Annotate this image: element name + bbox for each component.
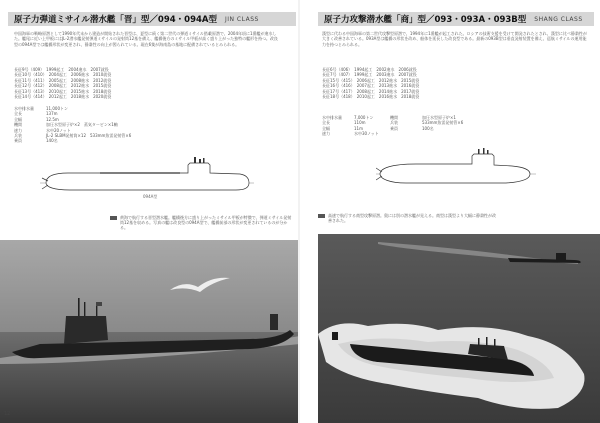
list-item: 長征16号（416） 2007起工 2013進水 2016就役 — [322, 83, 420, 89]
distant-submarine-sail — [556, 253, 566, 260]
photo-caption-shang: 高速で航行する商型攻撃原潜。奥には別の潜水艦が見える。商型は漢型より大幅に静粛性が改善された。 — [318, 213, 498, 223]
mast — [478, 338, 480, 346]
submarine-profile-drawing-shang — [376, 148, 536, 190]
mast — [486, 337, 488, 346]
spec-row: 乗員 100名 — [390, 125, 434, 131]
hull-outline — [380, 154, 530, 183]
rudder — [332, 332, 338, 340]
spec-table-shang-b — [390, 115, 530, 131]
class-name-jin: JIN CLASS — [224, 15, 259, 23]
mast — [203, 158, 205, 163]
list-item: 長征18号（418） 2010起工 2016進水 2018就役 — [322, 94, 420, 100]
spec-row: 兵装 JL-2 SLBM発射筒×12 533mm魚雷発射管×6 — [14, 133, 132, 139]
photo-shang-submarine — [318, 234, 600, 423]
spec-row: 速力 水中20ノット — [14, 127, 71, 133]
mast — [199, 159, 201, 163]
mast — [487, 150, 489, 154]
mast — [78, 298, 80, 316]
right-page — [300, 0, 600, 423]
hull-outline — [46, 163, 249, 190]
spec-row: 乗員 140名 — [14, 138, 58, 144]
spec-row: 全長 110m — [322, 120, 366, 126]
list-item: 長征17号（417） 2008起工 2014進水 2017就役 — [322, 88, 420, 94]
submarine-sail — [64, 316, 108, 344]
list-item: 長征11号（411） 2005起工 2008進水 2012就役 — [14, 77, 112, 83]
flag — [96, 302, 102, 306]
spec-row: 速力 水中30ノット — [322, 131, 379, 137]
mast — [494, 339, 496, 346]
page-number: 12 — [4, 411, 11, 417]
title-bar-jin — [8, 12, 296, 26]
list-item: 長征9号（409） 1999起工 2004進水 2007就役 — [14, 67, 109, 72]
class-name-shang: SHANG CLASS — [534, 15, 583, 23]
description-shang: 漢型に代わる中国海軍の第二世代攻撃型原潜で、1994年に1番艦が起工された。ロシアの技術支援を受けて開発されたとされ、漢型に比べ静粛性が大きく改善されている。093A型は艦橋の形状を改め、船体を延長した改良型である。最新の093B型は垂直発射装置を備え、巡航ミサイルの運用能力を持つとみられる。 — [322, 31, 587, 47]
rudder — [42, 185, 48, 189]
caption-marker — [318, 214, 325, 218]
caption-marker — [110, 216, 117, 220]
spec-row: 全幅 12.5m — [14, 116, 59, 122]
drawing-caption-jin: 094A型 — [143, 194, 158, 199]
ship-list-shang — [322, 67, 522, 99]
spec-row: 兵装 533mm魚雷発射管×6 — [390, 120, 464, 126]
spec-row: 水中排水量 7,000トン — [322, 115, 374, 120]
spec-row: 機関 加圧水型原子炉×1 — [390, 115, 456, 120]
photo-caption-jin: 黄海で航行する晋型潜水艦。艦橋後方に盛り上がったミサイル甲板が特徴で、弾道ミサイル発射筒12基を収める。写真の艦は改良型の094A型で、艦橋前部の形状が変更されているのが分かる。 — [110, 215, 292, 231]
mast — [194, 157, 196, 163]
spec-table-jin — [14, 106, 194, 144]
photo-jin-submarine — [0, 240, 300, 423]
page-title-jin: 原子力弾道ミサイル潜水艦「晋」型／094・094A型 — [14, 15, 217, 25]
rudder — [376, 176, 382, 180]
sky — [0, 240, 300, 332]
description-jin: 中国海軍の戦略原潜として1990年代末から建造が開始された晋型は、夏型に続く第二世代の弾道ミサイル搭載原潜で、2004年頃に1番艦が進水した。艦尾に近い上甲板にはJL-2潜水艦発射弾道ミサイルの発射筒12基を備え、艦橋後方のミサイル甲板が高く盛り上がった独特の艦形を持つ。改良型の094A型では艦橋形状が変更され、静粛性の向上が図られている。現在6隻が海南島の基地に配備されているとみられる。 — [14, 31, 278, 47]
rudder — [270, 314, 278, 330]
submarine-profile-drawing-jin — [40, 152, 255, 197]
list-item: 長征10号（410） 2004起工 2006進水 2010就役 — [14, 72, 112, 78]
rudder — [376, 168, 382, 172]
spec-row: 全幅 11m — [322, 125, 363, 131]
mast — [478, 149, 480, 154]
title-bar-shang — [318, 12, 594, 26]
mast — [483, 148, 485, 154]
spec-row: 水中排水量 11,000トン — [14, 106, 68, 111]
list-item: 長征6号（406） 1994起工 2002進水 2006就役 — [322, 67, 417, 72]
list-item: 長征13号（413） 2010起工 2015進水 2018就役 — [14, 88, 112, 94]
list-item: 長征14号（414） 2012起工 2018進水 2020就役 — [14, 94, 112, 100]
spec-row: 全長 137m — [14, 111, 58, 117]
mast — [84, 302, 85, 316]
spec-row: 機関 加圧水型原子炉×2 蒸気タービン×1軸 — [14, 122, 118, 128]
list-item: 長征15号（415） 2006起工 2012進水 2015就役 — [322, 77, 420, 83]
list-item: 長征12号（412） 2008起工 2012進水 2015就役 — [14, 83, 112, 89]
page-title-shang: 原子力攻撃潜水艦「商」型／093・093A・093B型 — [324, 15, 527, 25]
list-item: 長征7号（407） 1999起工 2003進水 2007就役 — [322, 72, 417, 78]
ship-list-jin — [14, 67, 214, 99]
